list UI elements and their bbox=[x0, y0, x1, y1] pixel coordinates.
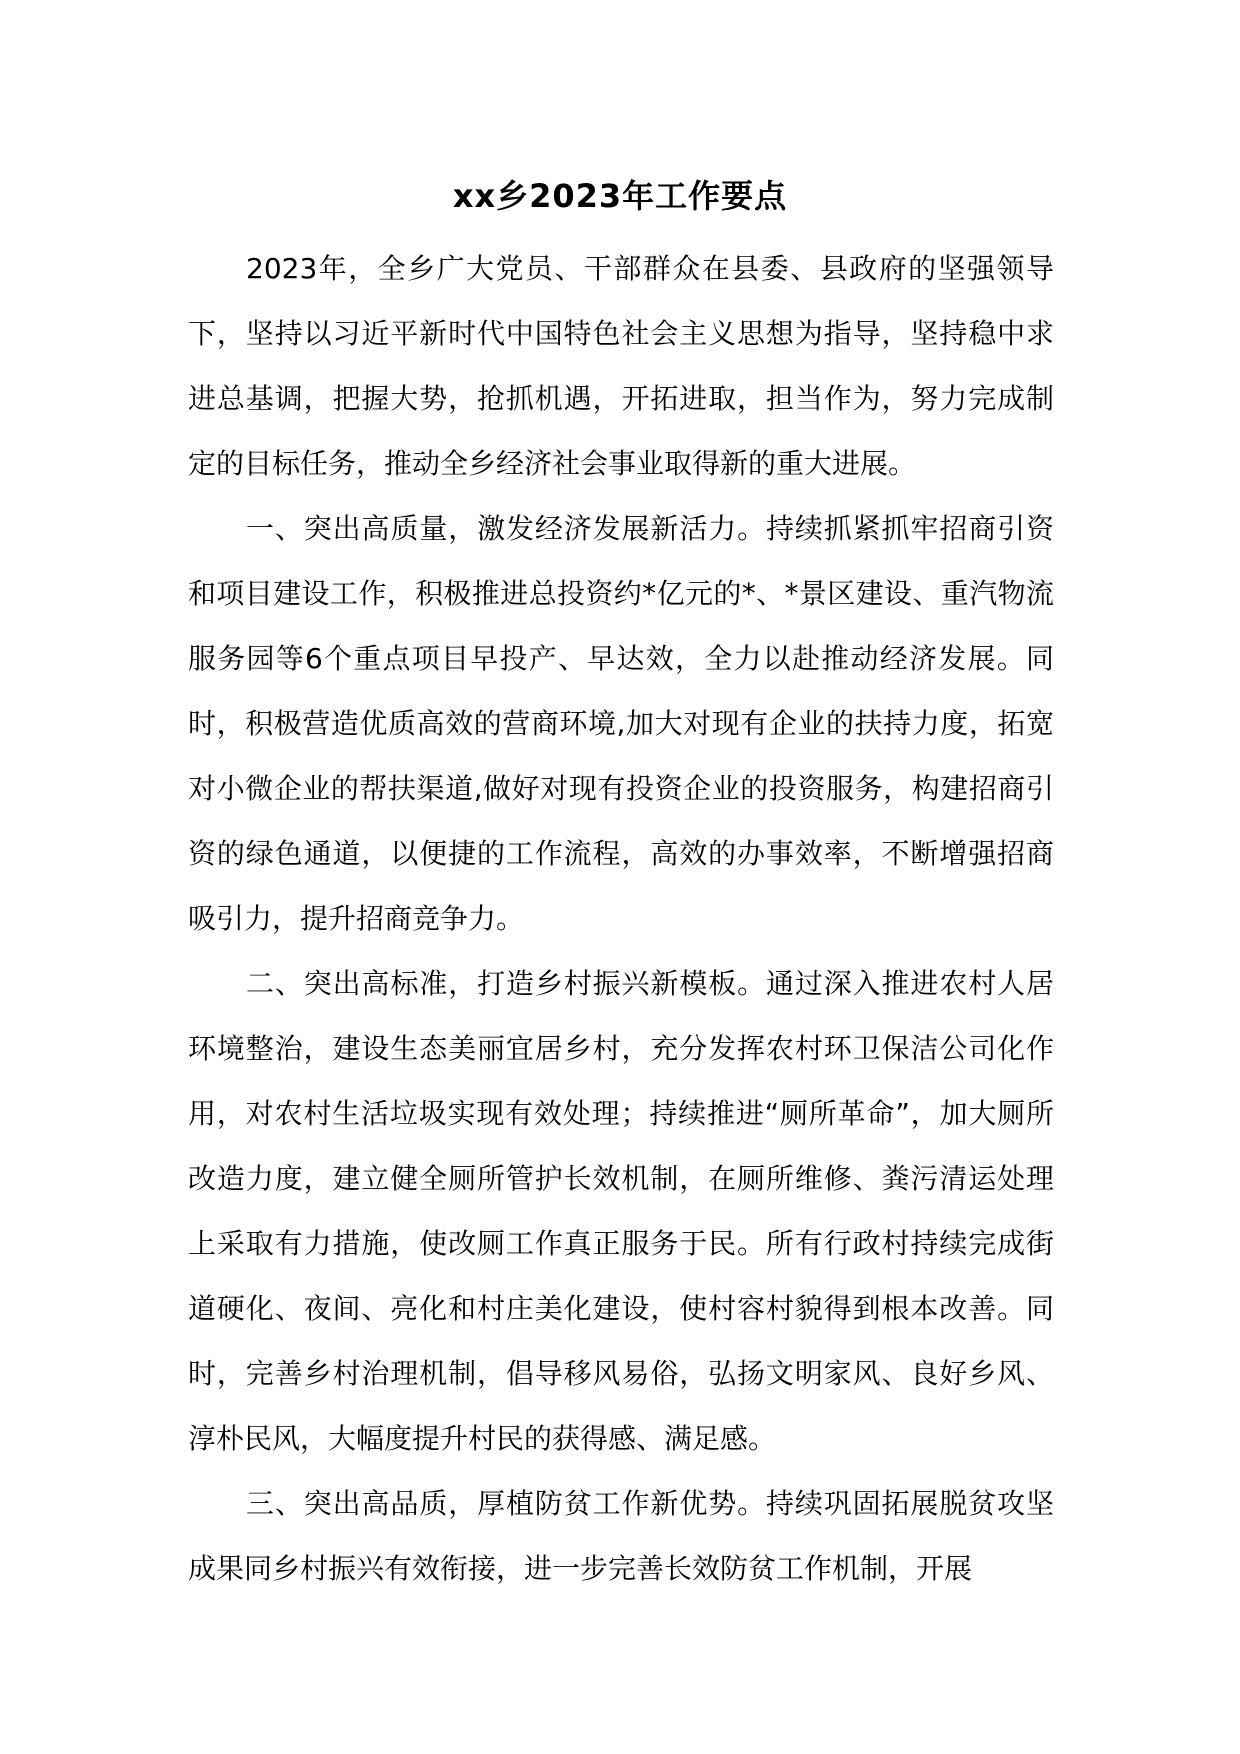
section-3-paragraph: 三、突出高品质，厚植防贫工作新优势。持续巩固拓展脱贫攻坚成果同乡村振兴有效衔接，进一步完善长效防贫工作机制，开展 bbox=[188, 1487, 1054, 1585]
document-title: xx乡2023年工作要点 bbox=[452, 177, 788, 215]
intro-paragraph: 2023年，全乡广大党员、干部群众在县委、县政府的坚强领导下，坚持以习近平新时代中国特色社会主义思想为指导，坚持稳中求进总基调，把握大势，抢抓机遇，开拓进取，担当作为，努力完成制定的目标任务，推动全乡经济社会事业取得新的重大进展。 bbox=[188, 252, 1054, 480]
section-2-paragraph: 二、突出高标准，打造乡村振兴新模板。通过深入推进农村人居环境整治，建设生态美丽宜居乡村，充分发挥农村环卫保洁公司化作用，对农村生活垃圾实现有效处理；持续推进“厕所革命”，加大厕所改造力度，建立健全厕所管护长效机制，在厕所维修、粪污清运处理上采取有力措施，使改厕工作真正服务于民。所有行政村持续完成街道硬化、夜间、亮化和村庄美化建设，使村容村貌得到根本改善。同时，完善乡村治理机制，倡导移风易俗，弘扬文明家风、良好乡风、淳朴民风，大幅度提升村民的获得感、满足感。 bbox=[188, 967, 1054, 1455]
document-body bbox=[188, 236, 1054, 1601]
section-1-paragraph: 一、突出高质量，激发经济发展新活力。持续抓紧抓牢招商引资和项目建设工作，积极推进总投资约*亿元的*、*景区建设、重汽物流服务园等6个重点项目早投产、早达效，全力以赴推动经济发展。同时，积极营造优质高效的营商环境,加大对现有企业的扶持力度，拓宽对小微企业的帮扶渠道,做好对现有投资企业的投资服务，构建招商引资的绿色通道，以便捷的工作流程，高效的办事效率，不断增强招商吸引力，提升招商竞争力。 bbox=[188, 512, 1054, 935]
